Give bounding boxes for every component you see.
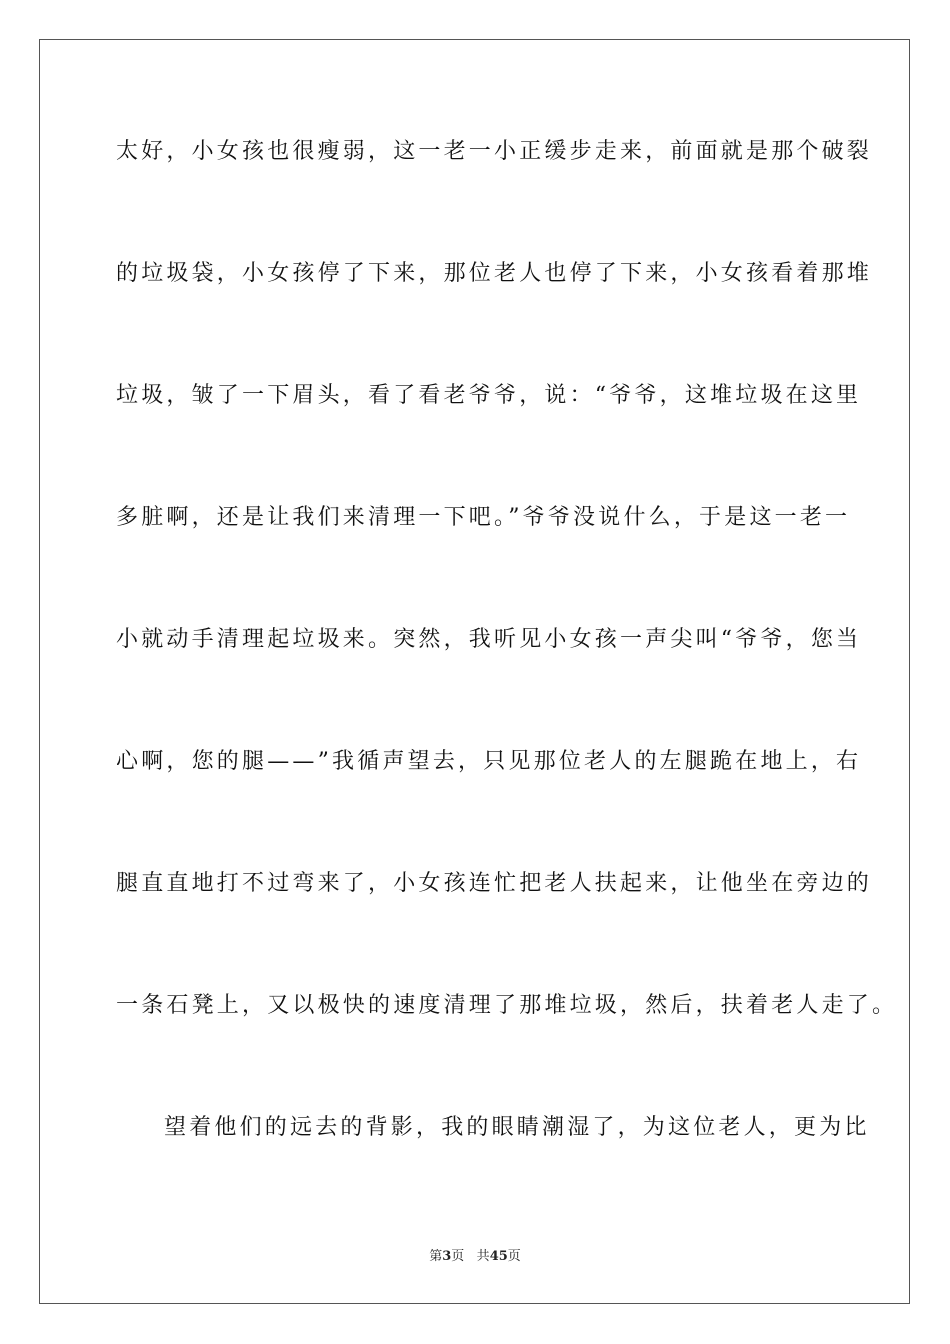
paragraph-line: 多脏啊，还是让我们来清理一下吧。”爷爷没说什么，于是这一老一 xyxy=(116,505,851,530)
paragraph-line: 的垃圾袋，小女孩停了下来，那位老人也停了下来，小女孩看着那堆 xyxy=(116,261,873,286)
page-number: 3 xyxy=(442,1249,452,1264)
paragraph-line: 心啊，您的腿——”我循声望去，只见那位老人的左腿跪在地上，右 xyxy=(116,749,862,774)
page-prefix: 第 xyxy=(429,1249,443,1264)
paragraph-line: 垃圾，皱了一下眉头，看了看老爷爷，说：“爷爷，这堆垃圾在这里 xyxy=(116,383,862,408)
paragraph-line: 太好，小女孩也很瘦弱，这一老一小正缓步走来，前面就是那个破裂 xyxy=(116,139,873,164)
paragraph-line: 望着他们的远去的背影，我的眼睛潮湿了，为这位老人，更为比 xyxy=(164,1115,870,1140)
paragraph-line: 一条石凳上，又以极快的速度清理了那堆垃圾，然后，扶着老人走了。 xyxy=(116,993,898,1018)
paragraph-line: 小就动手清理起垃圾来。突然，我听见小女孩一声尖叫“爷爷，您当 xyxy=(116,627,862,652)
total-pages: 45 xyxy=(489,1249,508,1264)
page-footer xyxy=(0,1248,950,1266)
page-suffix: 页 xyxy=(451,1249,465,1264)
total-prefix: 共 xyxy=(476,1249,490,1264)
paragraph-line: 腿直直地打不过弯来了，小女孩连忙把老人扶起来，让他坐在旁边的 xyxy=(116,871,873,896)
total-suffix: 页 xyxy=(507,1249,521,1264)
